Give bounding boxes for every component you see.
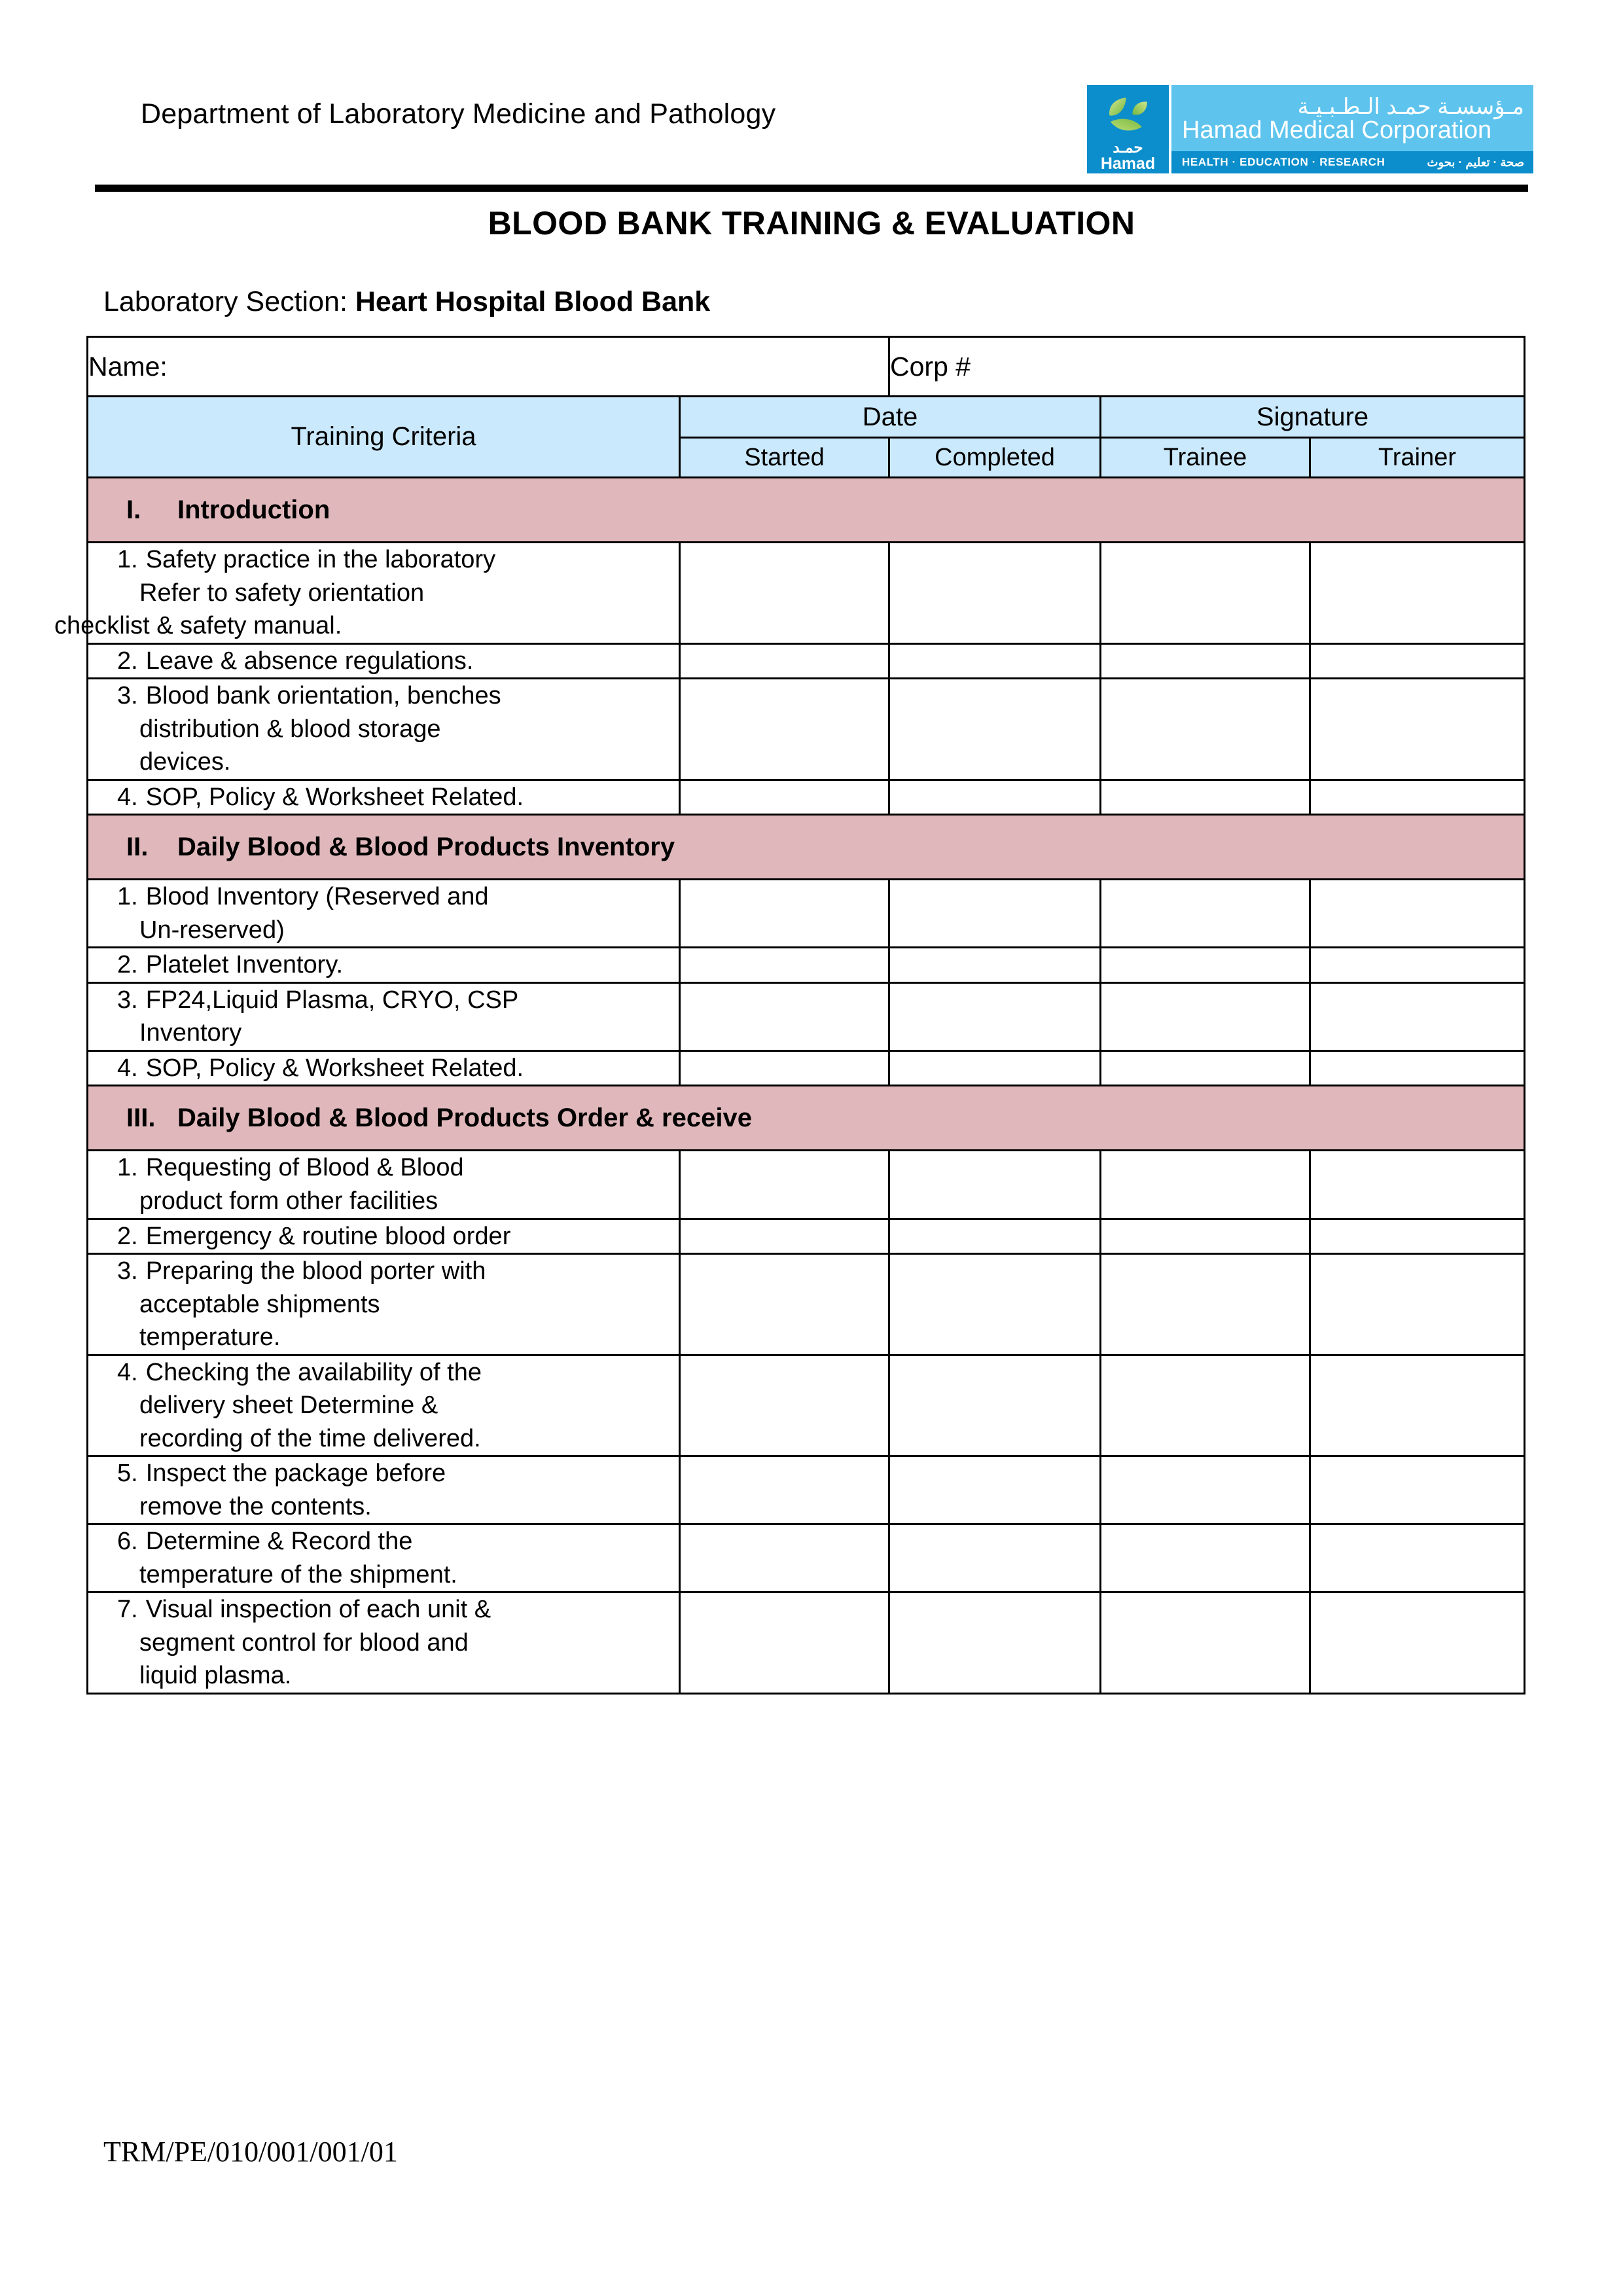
criteria-text-cell [88,1151,680,1219]
criteria-line: Safety practice in the laboratory [145,546,496,573]
entry-cell[interactable] [889,1592,1101,1694]
entry-cell[interactable] [1310,1151,1525,1219]
criteria-first-line [88,1151,679,1185]
entry-cell[interactable] [680,880,889,948]
criteria-text-cell [88,982,680,1050]
entry-cell[interactable] [1310,1456,1525,1524]
entry-cell[interactable] [1101,880,1310,948]
criteria-number: 3. [117,986,138,1014]
criteria-number: 5. [117,1460,138,1488]
criteria-row [88,982,1525,1050]
criteria-text-cell [88,780,680,815]
entry-cell[interactable] [1310,679,1525,780]
criteria-text-cell [88,948,680,983]
criteria-row [88,948,1525,983]
section-header-cell [88,1086,1525,1151]
logo-emblem-block [1087,85,1169,173]
entry-cell[interactable] [889,982,1101,1050]
criteria-text-cell [88,1456,680,1524]
criteria-line: temperature of the shipment. [139,1560,457,1588]
entry-cell[interactable] [889,679,1101,780]
column-header-started: Started [680,438,889,478]
entry-cell[interactable] [1101,982,1310,1050]
criteria-row [88,679,1525,780]
entry-cell[interactable] [1310,948,1525,983]
criteria-number: 7. [117,1596,138,1624]
entry-cell[interactable] [889,1219,1101,1254]
logo-english-name: Hamad Medical Corporation [1182,117,1492,145]
entry-cell[interactable] [680,643,889,679]
entry-cell[interactable] [680,1456,889,1524]
criteria-line: Emergency & routine blood order [145,1222,511,1250]
criteria-row [88,643,1525,679]
entry-cell[interactable] [889,948,1101,983]
criteria-line: checklist & safety manual. [54,612,342,640]
entry-cell[interactable] [1310,643,1525,679]
criteria-line: Determine & Record the [145,1528,413,1556]
entry-cell[interactable] [1310,1050,1525,1086]
entry-cell[interactable] [889,1050,1101,1086]
entry-cell[interactable] [1101,543,1310,644]
training-evaluation-table [54,336,1525,1695]
section-numeral: II. [126,832,149,861]
section-numeral: I. [126,495,141,524]
criteria-row [88,1592,1525,1694]
criteria-row [88,1524,1525,1592]
entry-cell[interactable] [1310,880,1525,948]
section-header-row [88,1086,1525,1151]
criteria-text-cell [88,1355,680,1456]
entry-cell[interactable] [1310,1219,1525,1254]
section-title: Daily Blood & Blood Products Order & receive [177,1103,752,1132]
entry-cell[interactable] [1101,1592,1310,1694]
entry-cell[interactable] [680,679,889,780]
document-code: TRM/PE/010/001/001/01 [103,2136,398,2168]
criteria-line: Blood Inventory (Reserved and [145,883,489,911]
criteria-row [88,1151,1525,1219]
header-divider-rule [95,185,1528,192]
logo-tagline-arabic: صحة · تعليم · بحوث [1427,155,1524,169]
entry-cell[interactable] [680,1254,889,1355]
criteria-first-line [88,1457,679,1490]
criteria-number: 6. [117,1528,138,1556]
criteria-first-line [88,1052,679,1085]
entry-cell[interactable] [1101,1151,1310,1219]
entry-cell[interactable] [680,1592,889,1694]
criteria-first-line [88,1255,679,1288]
section-title: Introduction [177,495,330,524]
entry-cell[interactable] [1101,1355,1310,1456]
section-header-cell [88,815,1525,880]
criteria-line: distribution & blood storage [139,715,441,743]
entry-cell[interactable] [1310,1592,1525,1694]
entry-cell[interactable] [889,1254,1101,1355]
logo-mark-arabic: حمـد [1113,139,1143,156]
leaf-emblem-icon [1100,90,1156,143]
laboratory-section-line [103,286,710,318]
criteria-number: 4. [117,783,138,811]
entry-cell[interactable] [889,643,1101,679]
section-header-cell [88,478,1525,543]
logo-text-block [1169,85,1533,173]
entry-cell[interactable] [680,1050,889,1086]
criteria-row [88,1219,1525,1254]
criteria-line: Refer to safety orientation [139,579,425,607]
criteria-row [88,880,1525,948]
criteria-text-cell [88,643,680,679]
criteria-first-line [88,1525,679,1558]
criteria-row [88,543,1525,644]
hamad-medical-corporation-logo [1087,85,1533,173]
entry-cell[interactable] [680,982,889,1050]
identity-row [88,337,1525,397]
criteria-line: Blood bank orientation, benches [145,682,501,710]
criteria-first-line [88,984,679,1017]
criteria-number: 1. [117,883,138,911]
logo-arabic-name: مـؤسسـة حمـد الـطـبـيـة [1297,94,1524,119]
laboratory-section-value: Heart Hospital Blood Bank [355,286,711,317]
criteria-row [88,1050,1525,1086]
criteria-row [88,1355,1525,1456]
header-row-top [88,397,1525,438]
laboratory-section-label: Laboratory Section: [103,286,348,317]
entry-cell[interactable] [1101,948,1310,983]
criteria-first-line [88,1220,679,1253]
criteria-number: 1. [117,1154,138,1182]
document-header [95,85,1528,190]
entry-cell[interactable] [1310,982,1525,1050]
section-header-row [88,815,1525,880]
criteria-row [88,1456,1525,1524]
criteria-text-cell [88,1524,680,1592]
entry-cell[interactable] [1101,1219,1310,1254]
criteria-line: SOP, Policy & Worksheet Related. [145,1054,524,1082]
corp-number-field[interactable]: Corp # [889,337,1525,397]
entry-cell[interactable] [1101,643,1310,679]
section-numeral: III. [126,1103,156,1132]
entry-cell[interactable] [1310,543,1525,644]
criteria-number: 4. [117,1358,138,1386]
criteria-number: 3. [117,1257,138,1285]
entry-cell[interactable] [889,1355,1101,1456]
criteria-line: Checking the availability of the [145,1358,482,1386]
criteria-line: Inventory [139,1019,242,1047]
criteria-number: 2. [117,1222,138,1250]
entry-cell[interactable] [889,1456,1101,1524]
criteria-text-cell [88,1219,680,1254]
column-header-completed: Completed [889,438,1101,478]
name-field[interactable]: Name: [88,337,889,397]
entry-cell[interactable] [680,780,889,815]
criteria-first-line [88,645,679,678]
criteria-first-line [88,880,679,914]
logo-mark-english: Hamad [1100,154,1156,173]
criteria-first-line [88,679,679,713]
criteria-first-line [88,781,679,814]
criteria-line: product form other facilities [139,1187,438,1215]
entry-cell[interactable] [1101,780,1310,815]
section-title: Daily Blood & Blood Products Inventory [177,832,675,861]
entry-cell[interactable] [889,780,1101,815]
criteria-line: Preparing the blood porter with [145,1257,486,1285]
criteria-text-cell [88,880,680,948]
criteria-line: delivery sheet Determine & [139,1391,438,1420]
criteria-number: 3. [117,682,138,710]
criteria-line: remove the contents. [139,1492,372,1520]
criteria-first-line [88,543,679,577]
entry-cell[interactable] [1101,679,1310,780]
entry-cell[interactable] [1310,1254,1525,1355]
criteria-line: devices. [139,748,231,776]
criteria-line: recording of the time delivered. [139,1424,481,1452]
section-header-row [88,478,1525,543]
logo-tagline-english: HEALTH · EDUCATION · RESEARCH [1182,156,1385,168]
table-body [54,337,1525,1694]
criteria-number: 2. [117,951,138,979]
criteria-text-cell [88,679,680,780]
entry-cell[interactable] [1101,1456,1310,1524]
column-header-trainer: Trainer [1310,438,1525,478]
criteria-line: segment control for blood and [139,1628,469,1657]
criteria-text-cell [88,1254,680,1355]
entry-cell[interactable] [1101,1524,1310,1592]
entry-cell[interactable] [680,1151,889,1219]
criteria-row [88,1254,1525,1355]
entry-cell[interactable] [1310,1524,1525,1592]
criteria-row [88,780,1525,815]
column-header-date: Date [680,397,1101,438]
entry-cell[interactable] [889,543,1101,644]
criteria-line: temperature. [139,1323,281,1352]
criteria-number: 2. [117,647,138,675]
entry-cell[interactable] [680,543,889,644]
criteria-line: Requesting of Blood & Blood [145,1154,464,1182]
criteria-line: Leave & absence regulations. [145,647,474,675]
criteria-first-line [88,948,679,982]
entry-cell[interactable] [680,1355,889,1456]
criteria-line: FP24,Liquid Plasma, CRYO, CSP [145,986,519,1014]
criteria-line: Inspect the package before [145,1460,446,1488]
entry-cell[interactable] [1101,1254,1310,1355]
criteria-line: Platelet Inventory. [145,951,344,979]
logo-name-panel [1171,85,1533,151]
criteria-line: Visual inspection of each unit & [145,1596,491,1624]
department-title: Department of Laboratory Medicine and Pathology [141,98,776,130]
column-header-criteria: Training Criteria [88,397,680,478]
entry-cell[interactable] [1310,1355,1525,1456]
criteria-text-cell [54,543,680,644]
criteria-first-line [88,1593,679,1626]
entry-cell[interactable] [1310,780,1525,815]
criteria-first-line [88,1356,679,1390]
criteria-line: acceptable shipments [139,1290,380,1318]
entry-cell[interactable] [680,1524,889,1592]
entry-cell[interactable] [889,1151,1101,1219]
criteria-text-cell [88,1050,680,1086]
page-title: BLOOD BANK TRAINING & EVALUATION [488,205,1135,242]
column-header-signature: Signature [1101,397,1525,438]
entry-cell[interactable] [889,880,1101,948]
criteria-line: liquid plasma. [139,1662,292,1690]
criteria-number: 4. [117,1054,138,1082]
entry-cell[interactable] [1101,1050,1310,1086]
criteria-text-cell [88,1592,680,1694]
criteria-line: Un-reserved) [139,916,285,944]
entry-cell[interactable] [680,1219,889,1254]
entry-cell[interactable] [680,948,889,983]
column-header-trainee: Trainee [1101,438,1310,478]
logo-tagline-panel [1171,151,1533,173]
criteria-number: 1. [117,546,138,573]
entry-cell[interactable] [889,1524,1101,1592]
criteria-line: SOP, Policy & Worksheet Related. [145,783,524,811]
